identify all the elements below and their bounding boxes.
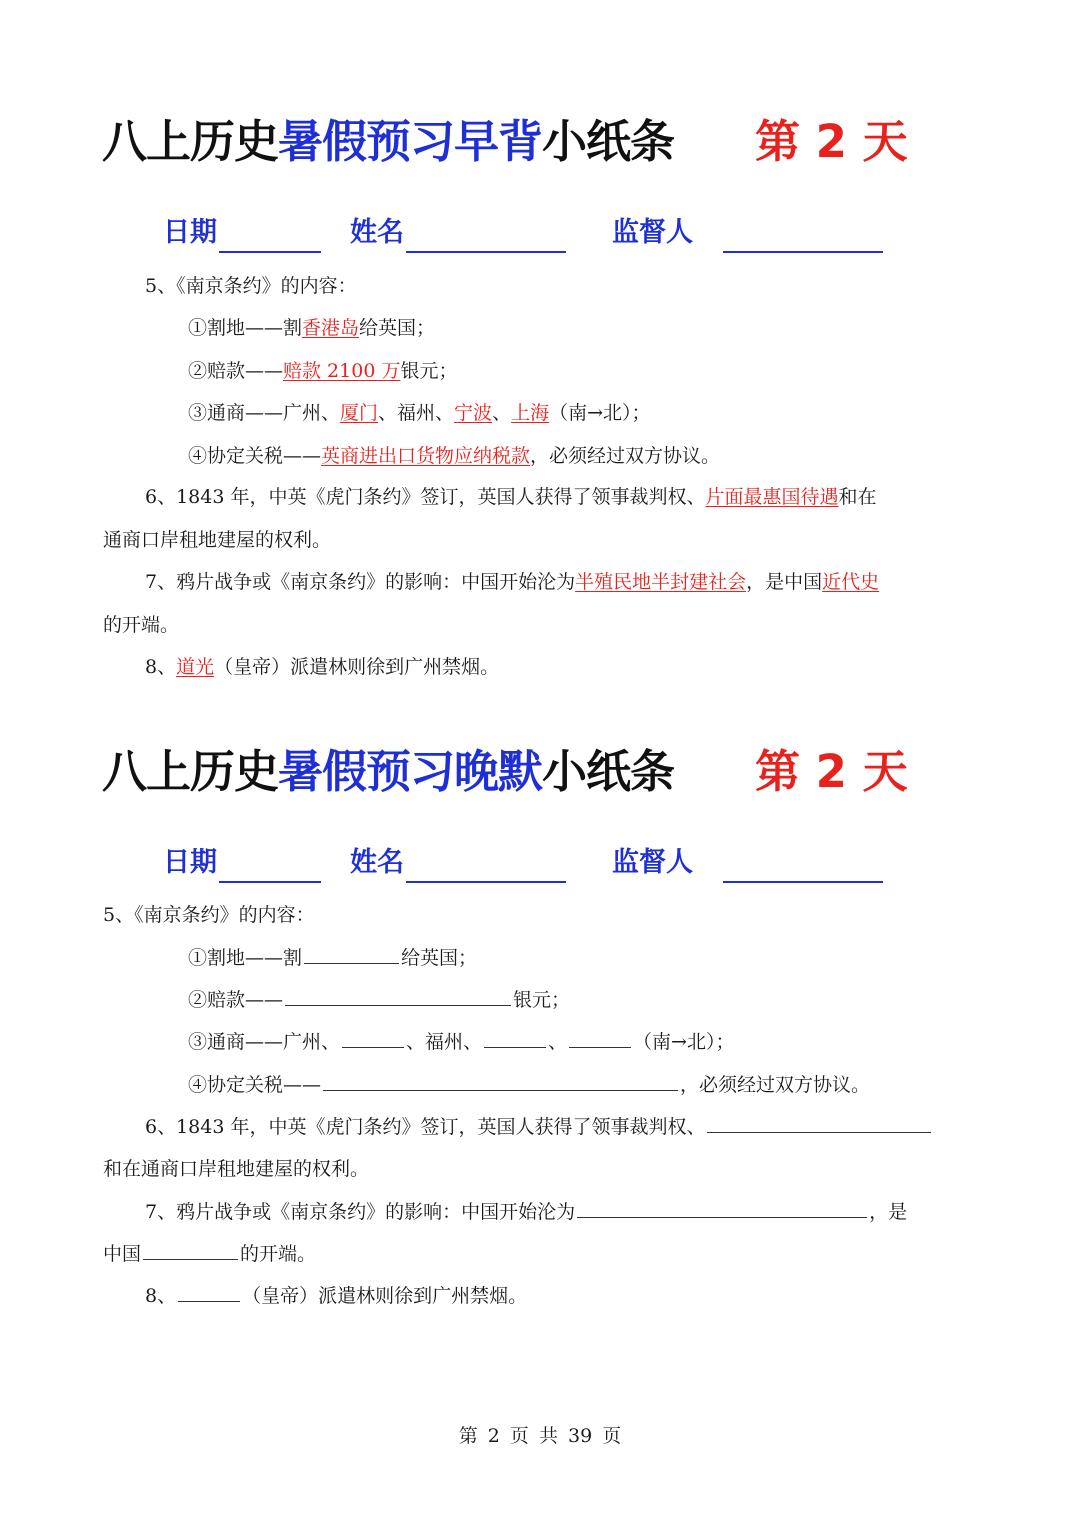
evening-date-field[interactable]: 日期 (163, 843, 321, 883)
fill-blank[interactable] (484, 1027, 546, 1048)
evening-supervisor-field[interactable]: 监督人 (612, 843, 883, 883)
item7-cont: 的开端。 (103, 614, 180, 636)
item7: 7、鸦片战争或《南京条约》的影响：中国开始沦为 ，是 (145, 1197, 907, 1227)
item5-4: ④协定关税—— ，必须经过双方协议。 (188, 1070, 870, 1100)
answer-text: 道光 (176, 656, 215, 678)
fill-blank[interactable] (178, 1281, 240, 1302)
item7-cont: 中国 的开端。 (103, 1239, 316, 1269)
supervisor-line[interactable] (723, 217, 883, 253)
fill-blank[interactable] (569, 1027, 631, 1048)
morning-field-row (0, 213, 1080, 257)
item5-3: ③通商——广州、 、福州、 、 （南→北）； (188, 1027, 734, 1057)
item5-2: ②赔款—— 银元； (188, 985, 570, 1015)
evening-name-field[interactable]: 姓名 (350, 843, 566, 883)
fill-blank[interactable] (285, 985, 511, 1006)
item6: 6、1843 年，中英《虎门条约》签订，英国人获得了领事裁判权、片面最惠国待遇和在 (145, 486, 877, 508)
item5-title: 5、《南京条约》的内容： (145, 275, 357, 297)
page-footer: 第 2 页 共 39 页 (458, 1425, 622, 1447)
item5-1: ①割地——割香港岛给英国； (188, 317, 436, 339)
answer-text: 半殖民地半封建社会 (575, 571, 747, 593)
item6-cont: 通商口岸租地建屋的权利。 (103, 529, 332, 551)
item5-4: ④协定关税——英商进出口货物应纳税款，必须经过双方协议。 (188, 445, 721, 467)
name-line[interactable] (406, 847, 566, 883)
item8: 8、道光（皇帝）派遣林则徐到广州禁烟。 (145, 656, 500, 678)
name-line[interactable] (406, 217, 566, 253)
item8: 8、 （皇帝）派遣林则徐到广州禁烟。 (145, 1281, 527, 1311)
answer-text: 英商进出口货物应纳税款 (321, 445, 531, 467)
fill-blank[interactable] (323, 1070, 678, 1091)
item5-2: ②赔款——赔款 2100 万银元； (188, 360, 458, 382)
fill-blank[interactable] (342, 1027, 404, 1048)
answer-text: 上海 (511, 402, 550, 424)
date-line[interactable] (219, 217, 321, 253)
item5-3: ③通商——广州、厦门、福州、宁波、上海（南→北）； (188, 402, 651, 424)
morning-supervisor-field[interactable]: 监督人 (612, 213, 883, 253)
fill-blank[interactable] (577, 1197, 867, 1218)
supervisor-line[interactable] (723, 847, 883, 883)
answer-text: 片面最惠国待遇 (705, 486, 839, 508)
morning-name-field[interactable]: 姓名 (350, 213, 566, 253)
item5-1: ①割地——割 给英国； (188, 943, 477, 973)
item7: 7、鸦片战争或《南京条约》的影响：中国开始沦为半殖民地半封建社会，是中国近代史 (145, 571, 880, 593)
answer-text: 香港岛 (302, 317, 360, 339)
morning-title: 八上历史暑假预习早背小纸条 (102, 115, 675, 168)
item6: 6、1843 年，中英《虎门条约》签订，英国人获得了领事裁判权、 (145, 1112, 933, 1142)
morning-date-field[interactable]: 日期 (163, 213, 321, 253)
morning-day-label: 第 2 天 (755, 115, 908, 168)
evening-day-label: 第 2 天 (755, 745, 908, 798)
answer-text: 近代史 (822, 571, 880, 593)
evening-title: 八上历史暑假预习晚默小纸条 (102, 745, 675, 798)
fill-blank[interactable] (304, 943, 399, 964)
answer-text: 宁波 (454, 402, 493, 424)
fill-blank[interactable] (143, 1239, 238, 1260)
evening-field-row (0, 843, 1080, 887)
item6-cont: 和在通商口岸租地建屋的权利。 (103, 1158, 370, 1180)
date-line[interactable] (219, 847, 321, 883)
fill-blank[interactable] (707, 1112, 931, 1133)
answer-text: 厦门 (340, 402, 379, 424)
item5-title: 5、《南京条约》的内容： (103, 904, 315, 926)
answer-text: 赔款 2100 万 (283, 360, 401, 382)
